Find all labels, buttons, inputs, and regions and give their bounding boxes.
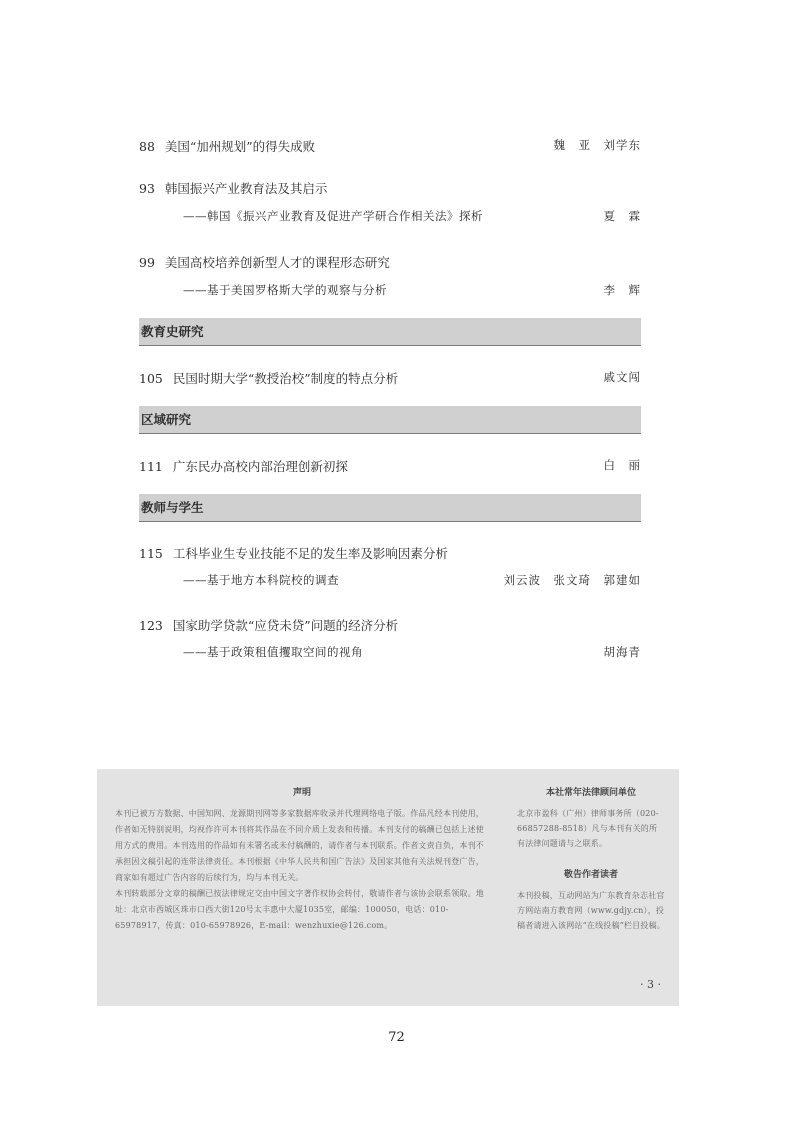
toc-entry[interactable] [139,179,641,229]
section-title: 区域研究 [141,412,192,427]
authors-notice-text: 本刊投稿，互动网站为广东教育杂志社官方网站南方教育网（www.gdjy.cn），投稿者请进入该网站“在线投稿”栏目投稿。 [517,891,665,930]
toc-entry-title-line [139,457,348,475]
toc-entry-title: 工科毕业生专业技能不足的发生率及影响因素分析 [172,546,448,561]
toc-entry-subtitle: ——基于美国罗格斯大学的观察与分析 [183,283,387,297]
toc-entry[interactable] [139,253,641,303]
statement-text-2: 本刊转载部分文章的稿酬已按法律规定交由中国文字著作权协会转付，敬请作者与该协会联系领取。地址：北京市西城区珠市口西大街120号太丰惠中大厦1035室，邮编：100050，电话：010-65978917，传真：010-65978926，E-mail：wenzhuxie@126.com。 [115,889,484,930]
toc-entry[interactable] [139,616,641,666]
toc-entry-author: 白 丽 [603,458,641,472]
toc-entry-title: 美国高校培养创新型人才的课程形态研究 [164,255,390,270]
toc-entry-subtitle: ——韩国《振兴产业教育及促进产学研合作相关法》探析 [183,209,483,223]
toc-page-number: 105 [139,371,163,386]
notice-box [97,769,679,1006]
section-header-history [139,318,641,346]
toc-entry-subtitle: ——基于政策租值攫取空间的视角 [183,645,363,659]
toc-entry-title: 美国“加州规划”的得失成败 [164,139,316,154]
toc-entry-title: 国家助学贷款“应贷未贷”问题的经济分析 [172,618,399,633]
toc-entry[interactable] [139,544,641,594]
toc-entry-title-line [139,616,398,634]
toc-page-number: 111 [139,459,163,474]
legal-advisor-title: 本社常年法律顾问单位 [545,788,636,798]
magazine-page-mark: · 3 · [640,978,661,991]
toc-entry-title-line [139,137,315,155]
section-header-teachers [139,494,641,522]
toc-entry[interactable] [139,137,641,157]
toc-entry-author: 刘云波 张文琦 郭建如 [503,573,641,587]
toc-entry-author: 戚文闯 [603,370,641,384]
statement-text: 本刊已被万方数据、中国知网、龙源期刊网等多家数据库收录并代理网络电子版。作品凡经本刊使用，作者如无特别说明，均视作许可本刊将其作品在不同介质上发表和传播。本刊支付的稿酬已包括上述使用方式的费用。本刊选用的作品如有未署名或未付稿酬的，请作者与本刊联系。作者文责自负，本刊不承担因文稿引起的连带法律责任。本刊根据《中华人民共和国广告法》及国家其他有关法规刊登广告，商家如有超过广告内容的后续行为，均与本刊无关。 [115,809,484,882]
toc-entry-author: 夏 霖 [603,209,641,223]
authors-notice-title: 敬告作者读者 [563,870,618,880]
toc-entry[interactable] [139,369,641,389]
toc-page-number: 88 [139,139,155,154]
toc-entry-author: 胡海青 [603,645,641,659]
toc-entry-subtitle: ——基于地方本科院校的调查 [183,573,339,587]
toc-entry-title: 韩国振兴产业教育法及其启示 [164,181,328,196]
contact-column [517,785,665,933]
toc-entry-title-line [139,369,398,387]
toc-page-number: 93 [139,181,155,196]
toc-entry-title: 民国时期大学“教授治校”制度的特点分析 [172,371,399,386]
toc-entry-author: 魏 亚 刘学东 [553,138,641,152]
legal-advisor-text: 北京市盈科（广州）律师事务所（020-66857288-8518）凡与本刊有关的所有法律问题请与之联系。 [517,809,659,848]
toc-entry[interactable] [139,457,641,477]
statement-title: 声明 [292,788,311,798]
section-title: 教师与学生 [141,500,204,515]
toc-entry-title-line [139,179,327,197]
statement-column [115,785,489,934]
toc-entry-title: 广东民办高校内部治理创新初探 [172,459,348,474]
page-number: 72 [388,1030,405,1045]
section-title: 教育史研究 [141,324,204,339]
toc-page-number: 123 [139,618,163,633]
toc-page-number: 115 [139,546,163,561]
toc-entry-title-line [139,253,390,271]
toc-entry-title-line [139,544,448,562]
toc-entry-author: 李 辉 [603,283,641,297]
section-header-region [139,406,641,434]
toc-page-number: 99 [139,255,155,270]
